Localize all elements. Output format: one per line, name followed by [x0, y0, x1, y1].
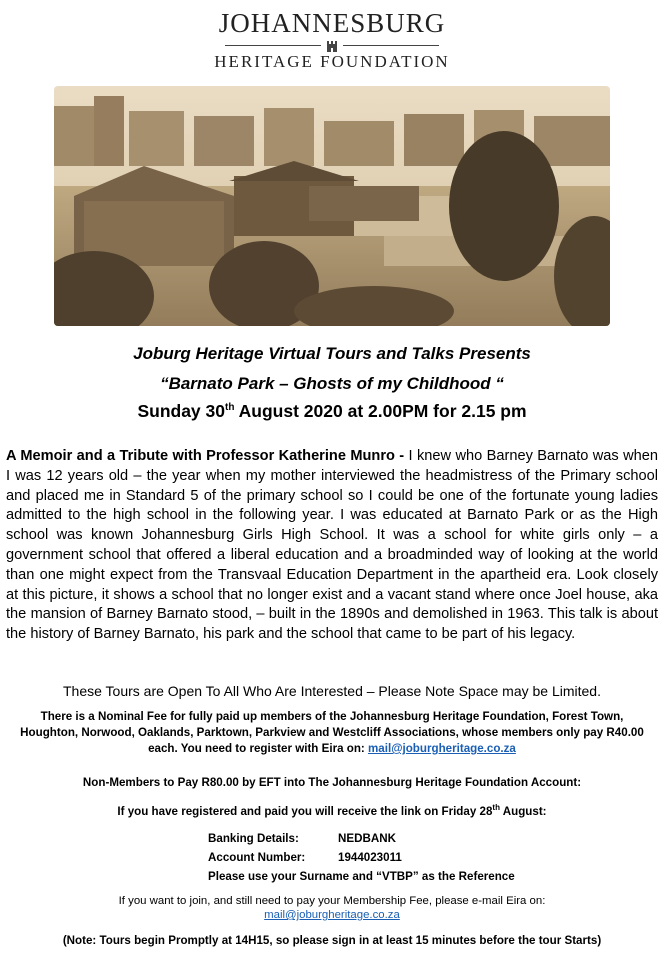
join-text: If you want to join, and still need to pay your Membership Fee, please e-mail Eira on: [118, 895, 546, 907]
fee-paragraph [12, 709, 652, 757]
banking-label: Banking Details: [208, 832, 299, 845]
memoir-paragraph [6, 447, 658, 645]
join-email-link[interactable]: mail@joburgheritage.co.za [264, 909, 400, 921]
date-ordinal: th [225, 402, 235, 414]
talk-title: “Barnato Park – Ghosts of my Childhood “ [160, 374, 504, 393]
account-number-row [208, 851, 402, 864]
castle-icon [325, 40, 339, 52]
presents-heading: Joburg Heritage Virtual Tours and Talks Presents [133, 344, 531, 363]
registered-note [0, 803, 664, 818]
logo-rule-right [343, 45, 439, 46]
memoir-body: I knew who Barney Barnato was when I was 12 years old – the year when my mother interviewed the headmistress of the Primary school and placed me in Standard 5 of the primary school so I could be one of the fortunate young ladies admitted to the high school in the following year. I was educated at Barnato Park or as the High school was known Johannesburg Girls High School. It was a school for white girls only – a government school that offered a liberal education and a broadminded way of looking at the world than one might expect from the Transvaal Education Department in the apartheid era. Look closely at this picture, it shows a school that no longer exist and a vacant stand where once Joel house, aka the mansion of Barney Barnato stood, – built in the 1890s and demolished in 1963. This talk is about the history of Barney Barnato, his park and the school that came to be part of his legacy. [6, 448, 658, 643]
talk-date [0, 401, 664, 422]
memoir-lead: A Memoir and a Tribute with Professor Katherine Munro - [6, 448, 405, 464]
reference-note: Please use your Surname and “VTBP” as the Reference [208, 870, 515, 883]
join-paragraph [0, 894, 664, 922]
footer-note: (Note: Tours begin Promptly at 14H15, so please sign in at least 15 minutes before the tour Starts) [62, 934, 602, 947]
banking-details-row [208, 832, 396, 845]
date-suffix: August 2020 at 2.00PM for 2.15 pm [234, 401, 527, 421]
logo-rule-left [225, 45, 321, 46]
registered-suffix: August: [499, 804, 547, 818]
open-to-all-note: These Tours are Open To All Who Are Interested – Please Note Space may be Limited. [62, 683, 601, 699]
logo-title: JOHANNESBURG [218, 8, 446, 38]
logo-divider [225, 40, 439, 52]
non-members-note: Non-Members to Pay R80.00 by EFT into The Johannesburg Heritage Foundation Account: [82, 776, 582, 789]
account-number: 1944023011 [338, 851, 402, 864]
fee-text: There is a Nominal Fee for fully paid up members of the Johannesburg Heritage Foundation, Forest Town, Houghton, Norwood, Oaklands, Parktown, Parkview and Westcliff Associations, whose members only pay R40.00 each. You need to register with Eira on: [20, 710, 644, 755]
bank-name: NEDBANK [338, 832, 396, 845]
logo-subtitle: HERITAGE FOUNDATION [214, 52, 450, 71]
foundation-logo [0, 8, 664, 72]
register-email-link[interactable]: mail@joburgheritage.co.za [368, 742, 516, 755]
registered-prefix: If you have registered and paid you will receive the link on Friday 28 [117, 804, 493, 818]
date-prefix: Sunday 30 [137, 401, 225, 421]
sepia-photo-illustration [54, 86, 610, 326]
account-label: Account Number: [208, 851, 306, 864]
registered-ordinal: th [492, 803, 500, 812]
barnato-park-photo [54, 86, 610, 326]
